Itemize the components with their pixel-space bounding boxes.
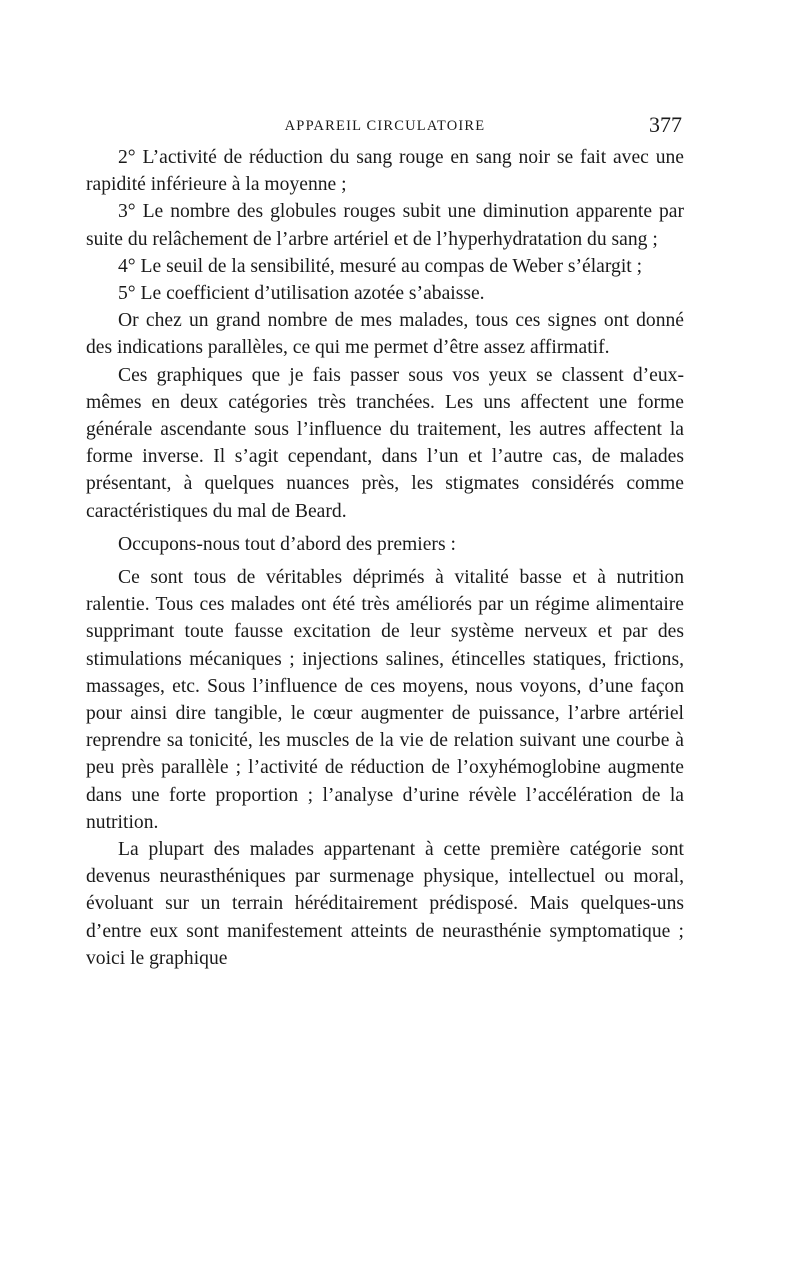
paragraph-item-2: 2° L’activité de réduction du sang rouge en sang noir se fait avec une rapidité inférieure à la moyenne ; bbox=[86, 147, 684, 196]
page-number: 377 bbox=[649, 112, 682, 137]
paragraph-parallel-indications: Or chez un grand nombre de mes malades, tous ces signes ont donné des indications parallèles, ce qui me permet d’être assez affirmatif. bbox=[86, 310, 684, 359]
running-head bbox=[86, 108, 684, 144]
paragraph-item-3: 3° Le nombre des globules rouges subit une diminution apparente par suite du relâchement de l’arbre artériel et de l’hyperhydratation du sang ; bbox=[86, 201, 684, 250]
paragraph-first-category-intro: Occupons-nous tout d’abord des premiers : bbox=[118, 533, 456, 555]
paragraph-neurasthenia-causes: La plupart des malades appartenant à cette première catégorie sont devenus neurasthéniques par surmenage physique, intellectuel ou moral, évoluant sur un terrain héréditairement prédisposé. Mais quelques-uns d’entre eux sont manifestement atteints de neurasthénie symptomatique ; voici le graphique bbox=[86, 839, 684, 969]
paragraph-graph-categories: Ces graphiques que je fais passer sous vos yeux se classent d’eux-mêmes en deux catégories très tranchées. Les uns affectent une forme générale ascendante sous l’influence du traitement, les autres affectent la forme inverse. Il s’agit cependant, dans l’un et l’autre cas, de malades présentant, à quelques nuances près, les stigmates considérés comme caractéristiques du mal de Beard. bbox=[86, 364, 684, 522]
paragraph-depressed-patients: Ce sont tous de véritables déprimés à vitalité basse et à nutrition ralentie. Tous ces malades ont été très améliorés par un régime alimentaire supprimant toute fausse excitation de leur système nerveux et par des stimulations mécaniques ; injections salines, étincelles statiques, frictions, massages, etc. Sous l’influence de ces moyens, nous voyons, d’une façon pour ainsi dire tangible, le cœur augmenter de puissance, l’arbre artériel reprendre sa tonicité, les muscles de la vie de relation suivant une courbe à peu près parallèle ; l’activité de réduction de l’oxyhémoglobine augmente dans une forte proportion ; l’analyse d’urine révèle l’accélération de la nutrition. bbox=[86, 567, 684, 833]
paragraph-item-4: 4° Le seuil de la sensibilité, mesuré au compas de Weber s’élargit ; bbox=[118, 255, 643, 277]
running-title: APPAREIL CIRCULATOIRE bbox=[284, 118, 486, 134]
paragraph-item-5: 5° Le coefficient d’utilisation azotée s’abaisse. bbox=[118, 283, 485, 305]
body-text bbox=[86, 144, 684, 972]
book-page bbox=[86, 108, 684, 972]
